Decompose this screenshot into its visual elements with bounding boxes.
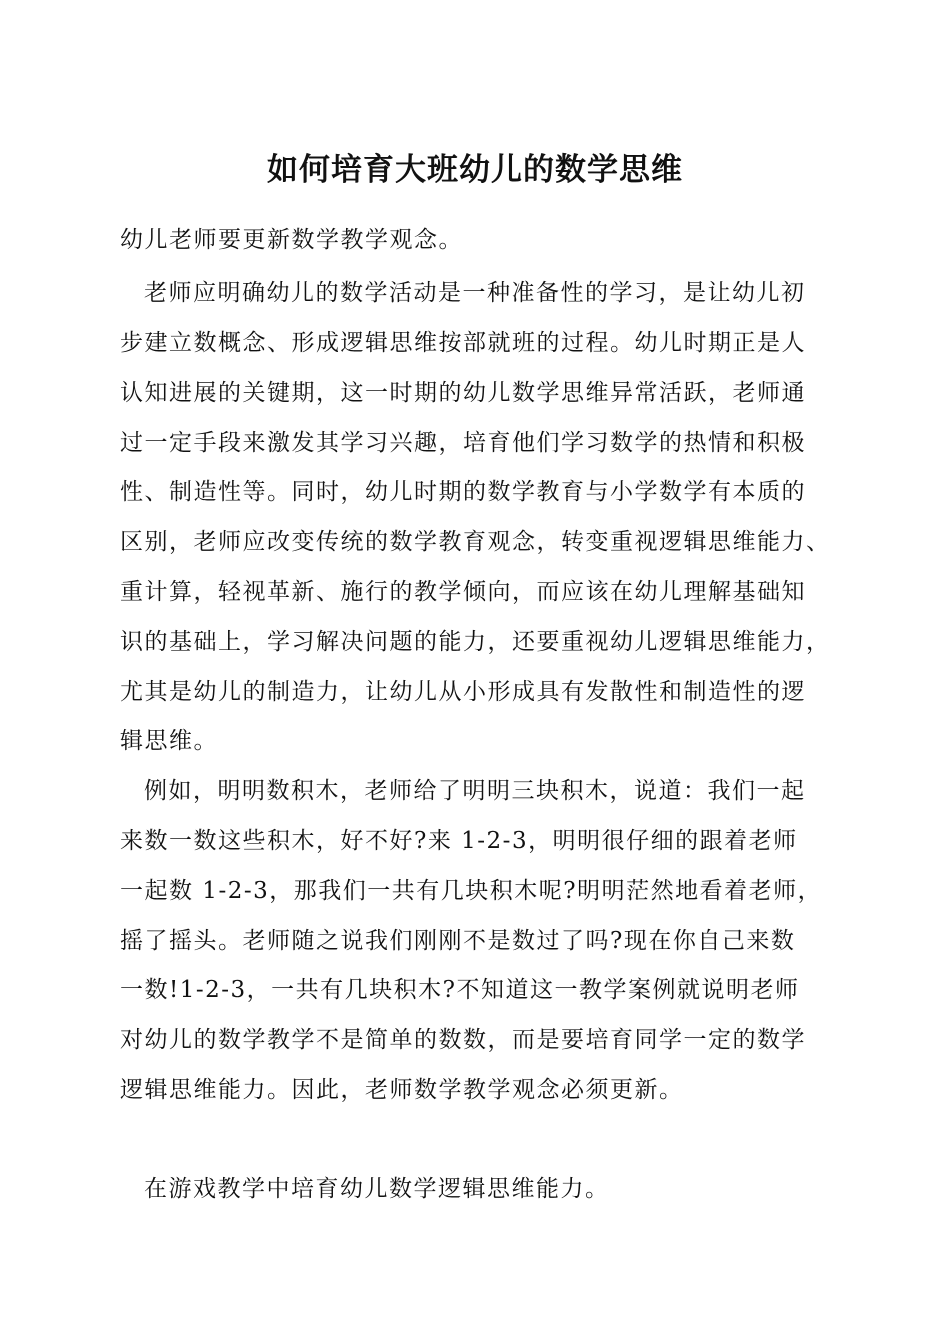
paragraph-line: 步建立数概念、形成逻辑思维按部就班的过程。幼儿时期正是人 <box>120 330 806 356</box>
paragraph-line: 老师应明确幼儿的数学活动是一种准备性的学习，是让幼儿初 <box>144 280 806 306</box>
paragraph-line: 识的基础上，学习解决问题的能力，还要重视幼儿逻辑思维能力， <box>120 629 831 655</box>
paragraph-line: 认知进展的关键期，这一时期的幼儿数学思维异常活跃，老师通 <box>120 380 806 406</box>
paragraph-line: 来数一数这些积木，好不好?来 1-2-3，明明很仔细的跟着老师 <box>120 828 798 854</box>
paragraph-line: 在游戏教学中培育幼儿数学逻辑思维能力。 <box>144 1176 610 1202</box>
paragraph-line: 摇了摇头。老师随之说我们刚刚不是数过了吗?现在你自己来数 <box>120 928 796 954</box>
paragraph-line: 区别，老师应改变传统的数学教育观念，转变重视逻辑思维能力、 <box>120 529 831 555</box>
document-title: 如何培育大班幼儿的数学思维 <box>267 152 683 188</box>
paragraph-line: 辑思维。 <box>120 728 218 754</box>
paragraph-line: 一起数 1-2-3，那我们一共有几块积木呢?明明茫然地看着老师， <box>120 878 823 904</box>
paragraph-line: 性、制造性等。同时，幼儿时期的数学教育与小学数学有本质的 <box>120 479 806 505</box>
paragraph-line: 一数!1-2-3，一共有几块积木?不知道这一教学案例就说明老师 <box>120 977 800 1003</box>
paragraph-line: 尤其是幼儿的制造力，让幼儿从小形成具有发散性和制造性的逻 <box>120 679 806 705</box>
paragraph-line: 过一定手段来激发其学习兴趣，培育他们学习数学的热情和积极 <box>120 430 806 456</box>
paragraph-line: 幼儿老师要更新数学教学观念。 <box>120 227 463 253</box>
paragraph-line: 对幼儿的数学教学不是简单的数数，而是要培育同学一定的数学 <box>120 1027 806 1053</box>
paragraph-line: 逻辑思维能力。因此，老师数学教学观念必须更新。 <box>120 1077 684 1103</box>
paragraph-line: 重计算，轻视革新、施行的教学倾向，而应该在幼儿理解基础知 <box>120 579 806 605</box>
paragraph-line: 例如，明明数积木，老师给了明明三块积木，说道：我们一起 <box>144 778 806 804</box>
